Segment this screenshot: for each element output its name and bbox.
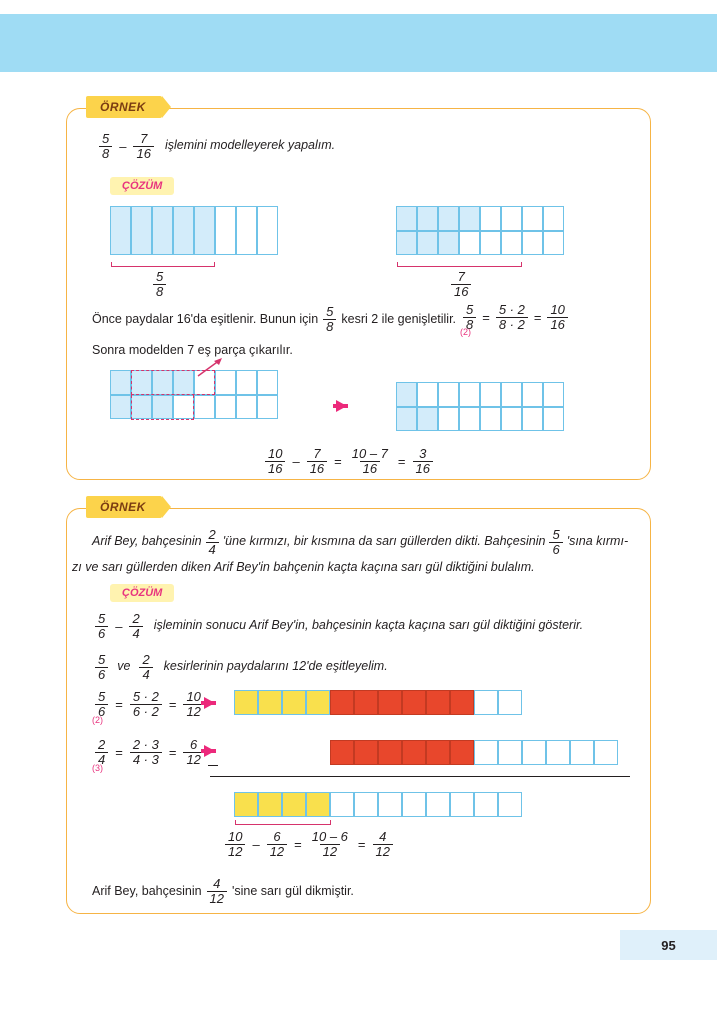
bar-cell-red bbox=[450, 740, 474, 765]
grid-cell bbox=[501, 206, 522, 231]
example-2-equation-a: $\frac{5}{6}$ = $\frac{5 \cdot 2}{6 \cdot 2}$ = $\frac{10}{12}$ bbox=[92, 690, 207, 718]
bar-cell-red bbox=[378, 690, 402, 715]
model-1-left-brace bbox=[111, 262, 215, 267]
problem-fraction-2: $\frac{7}{16}$ bbox=[133, 132, 153, 160]
bar-cell-red bbox=[402, 690, 426, 715]
equation-b-arrow-icon bbox=[204, 745, 215, 757]
grid-cell bbox=[257, 370, 278, 395]
grid-cell bbox=[459, 382, 480, 407]
text1-fraction: $\frac{5}{8}$ bbox=[323, 305, 336, 333]
example-2-equation-b: $\frac{2}{4}$ = $\frac{2 \cdot 3}{4 \cdot 3}$ = $\frac{6}{12}$ bbox=[92, 738, 207, 766]
grid-cell bbox=[522, 407, 543, 432]
example-2-tab-label: ÖRNEK bbox=[100, 500, 146, 514]
bar-cell-empty bbox=[498, 792, 522, 817]
grid-cell bbox=[459, 231, 480, 256]
bar-cell-empty bbox=[450, 792, 474, 817]
model-1-right-brace bbox=[397, 262, 522, 267]
grid-cell bbox=[110, 206, 131, 255]
example-2-solution-line-2: $\frac{5}{6}$ ve $\frac{2}{4}$ kesirlerinin paydalarını 12'de eşitleyelim. bbox=[92, 653, 388, 681]
example-1-result-equation: $\frac{10}{16}$ – $\frac{7}{16}$ = $\frac{10 - 7}{16}$ = $\frac{3}{16}$ bbox=[262, 447, 436, 475]
grid-cell bbox=[438, 206, 459, 231]
grid-row bbox=[396, 382, 564, 407]
example-2-final-sentence: Arif Bey, bahçesinin $\frac{4}{12}$ 'sine sarı gül dikmiştir. bbox=[92, 876, 354, 906]
bar-cell-empty bbox=[402, 792, 426, 817]
bar-cell-yellow bbox=[282, 792, 306, 817]
grid-cell bbox=[131, 206, 152, 255]
bar-cell-red bbox=[426, 690, 450, 715]
bar-cell-empty bbox=[474, 792, 498, 817]
grid-cell bbox=[417, 231, 438, 256]
bar-cell-yellow bbox=[306, 792, 330, 817]
model-1-right-grid bbox=[396, 206, 564, 255]
final-fraction: $\frac{4}{12}$ bbox=[207, 877, 227, 905]
bar-model-b bbox=[330, 740, 618, 765]
equation-a-arrow-icon bbox=[204, 697, 215, 709]
grid-cell bbox=[194, 395, 215, 420]
bar-cell-red bbox=[330, 690, 354, 715]
bar-cell-yellow bbox=[258, 792, 282, 817]
grid-cell bbox=[236, 206, 257, 255]
grid-cell bbox=[438, 231, 459, 256]
minus-sign: – bbox=[119, 138, 127, 154]
grid-cell bbox=[215, 206, 236, 255]
bar-cell-empty bbox=[426, 792, 450, 817]
bar-cell-red bbox=[330, 740, 354, 765]
grid-cell bbox=[438, 407, 459, 432]
model-1-left-grid bbox=[110, 206, 278, 255]
example-2-solution-label: ÇÖZÜM bbox=[110, 584, 174, 602]
bar-cell-yellow bbox=[258, 690, 282, 715]
grid-cell bbox=[543, 231, 564, 256]
bar-cell-empty bbox=[546, 740, 570, 765]
grid-cell bbox=[522, 206, 543, 231]
grid-cell bbox=[194, 206, 215, 255]
model-1-right-label: $\frac{7}{16}$ bbox=[448, 270, 474, 298]
grid-row bbox=[396, 206, 564, 231]
bar-cell-red bbox=[378, 740, 402, 765]
grid-cell bbox=[110, 370, 131, 395]
page-number-label: 95 bbox=[661, 937, 676, 953]
selection-arrow-icon bbox=[196, 356, 226, 378]
equation-b-factor: (3) bbox=[92, 763, 103, 773]
grid-cell bbox=[173, 206, 194, 255]
bar-cell-red bbox=[426, 740, 450, 765]
grid-cell bbox=[417, 206, 438, 231]
bar-cell-red bbox=[402, 740, 426, 765]
example-1-text-1: Önce paydalar 16'da eşitlenir. Bunun için $\frac{5}{8}$ kesri 2 ile genişletilir. bbox=[92, 304, 457, 334]
header-band bbox=[0, 14, 717, 72]
bar-cell-yellow bbox=[234, 792, 258, 817]
grid-cell bbox=[459, 407, 480, 432]
example-1-tab-label: ÖRNEK bbox=[100, 100, 146, 114]
grid-cell bbox=[396, 382, 417, 407]
example-1-expand-equation: $\frac{5}{8}$ = $\frac{5 \cdot 2}{8 \cdot 2}$ = $\frac{10}{16}$ bbox=[460, 303, 571, 331]
bar-cell-empty bbox=[570, 740, 594, 765]
example-1-solution-label: ÇÖZÜM bbox=[110, 177, 174, 195]
removed-parts-selection-2 bbox=[131, 395, 194, 420]
example-2-statement-line-1: Arif Bey, bahçesinin $\frac{2}{4}$ 'üne kırmızı, bir kısmına da sarı güllerden dikti. Bahçesinin $\frac{5}{6}$ 'sına kırmı- bbox=[92, 527, 629, 557]
example-2-statement-line-2: zı ve sarı güllerden diken Arif Bey'in bahçenin kaçta kaçına sarı gül diktiğini bulalım. bbox=[72, 560, 535, 574]
grid-cell bbox=[480, 382, 501, 407]
bar-cell-empty bbox=[522, 740, 546, 765]
bar-cell-empty bbox=[474, 740, 498, 765]
example-1-text-2: Sonra modelden 7 eş parça çıkarılır. bbox=[92, 343, 293, 357]
bar-cell-red bbox=[354, 690, 378, 715]
grid-row bbox=[396, 231, 564, 256]
bar-cell-empty bbox=[330, 792, 354, 817]
grid-cell bbox=[480, 407, 501, 432]
statement-fraction-2: $\frac{5}{6}$ bbox=[549, 528, 562, 556]
problem-text: işlemini modelleyerek yapalım. bbox=[164, 138, 336, 153]
grid-cell bbox=[543, 407, 564, 432]
bar-cell-yellow bbox=[234, 690, 258, 715]
bar-model-result bbox=[234, 792, 522, 817]
grid-cell bbox=[396, 231, 417, 256]
grid-cell bbox=[438, 382, 459, 407]
subtraction-minus-sign bbox=[208, 765, 218, 766]
bar-cell-yellow bbox=[306, 690, 330, 715]
subtraction-rule-line bbox=[210, 776, 630, 777]
bar-cell-yellow bbox=[282, 690, 306, 715]
equation-a-factor: (2) bbox=[92, 715, 103, 725]
grid-cell bbox=[110, 395, 131, 420]
grid-cell bbox=[215, 395, 236, 420]
model-2-right-grid bbox=[396, 382, 564, 431]
bar-cell-empty bbox=[378, 792, 402, 817]
grid-cell bbox=[152, 206, 173, 255]
bar-cell-red bbox=[450, 690, 474, 715]
bar-cell-empty bbox=[474, 690, 498, 715]
grid-cell bbox=[480, 231, 501, 256]
bar-model-a bbox=[234, 690, 522, 715]
grid-cell bbox=[236, 395, 257, 420]
example-2-solution-line-1: $\frac{5}{6}$ – $\frac{2}{4}$ işleminin sonucu Arif Bey'in, bahçesinin kaçta kaçına sarı gül diktiğini gösterir. bbox=[92, 612, 583, 640]
example-1-tab bbox=[86, 96, 162, 118]
example-1-problem bbox=[96, 132, 335, 160]
statement-fraction-1: $\frac{2}{4}$ bbox=[206, 528, 219, 556]
bar-cell-empty bbox=[498, 690, 522, 715]
bar-cell-red bbox=[354, 740, 378, 765]
grid-cell bbox=[257, 395, 278, 420]
grid-cell bbox=[396, 407, 417, 432]
grid-cell bbox=[522, 231, 543, 256]
grid-cell bbox=[417, 407, 438, 432]
grid-cell bbox=[543, 382, 564, 407]
bar-cell-empty bbox=[498, 740, 522, 765]
bar-cell-empty bbox=[354, 792, 378, 817]
grid-cell bbox=[396, 206, 417, 231]
bar-cell-empty bbox=[594, 740, 618, 765]
transform-arrow-icon bbox=[336, 400, 347, 412]
grid-cell bbox=[501, 231, 522, 256]
example-2-tab bbox=[86, 496, 162, 518]
expand-factor-label: (2) bbox=[460, 327, 471, 337]
grid-cell bbox=[236, 370, 257, 395]
grid-cell bbox=[480, 206, 501, 231]
grid-cell bbox=[257, 206, 278, 255]
problem-fraction-1: $\frac{5}{8}$ bbox=[99, 132, 112, 160]
result-bar-brace bbox=[235, 820, 331, 825]
example-2-result-equation: $\frac{10}{12}$ – $\frac{6}{12}$ = $\frac{10 - 6}{12}$ = $\frac{4}{12}$ bbox=[222, 830, 396, 858]
grid-cell bbox=[501, 382, 522, 407]
model-1-left-label: $\frac{5}{8}$ bbox=[150, 270, 169, 298]
grid-cell bbox=[543, 206, 564, 231]
grid-cell bbox=[501, 407, 522, 432]
grid-cell bbox=[522, 382, 543, 407]
grid-cell bbox=[417, 382, 438, 407]
grid-cell bbox=[459, 206, 480, 231]
page-number bbox=[620, 930, 717, 960]
grid-row bbox=[396, 407, 564, 432]
